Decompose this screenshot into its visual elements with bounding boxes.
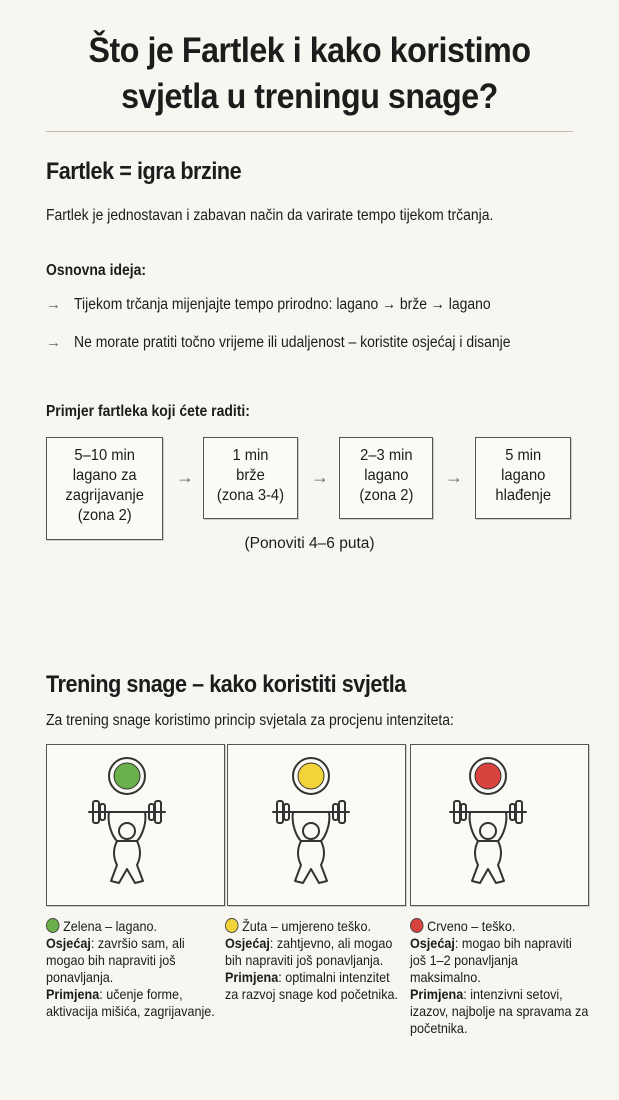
page-title-line-2: svjetla u treningu snage? xyxy=(121,77,498,116)
green-dot-icon xyxy=(46,918,60,933)
feel-text: : zahtjevno, ali mogao bih napraviti još ponavljanja. xyxy=(225,935,393,968)
use-text: : učenje forme, aktivacija mišića, zagrijavanje. xyxy=(46,986,215,1019)
divider xyxy=(46,131,573,132)
red-dot-icon xyxy=(410,918,424,933)
flow-arrow-icon: → xyxy=(176,467,194,487)
feel-text: : mogao bih napraviti još 1–2 ponavljanja maksimalno. xyxy=(410,935,572,985)
example-label: Primjer fartleka koji ćete raditi: xyxy=(46,403,250,420)
weightlifter-red-icon xyxy=(411,745,588,905)
use-label: Primjena xyxy=(46,986,100,1002)
strength-heading: Trening snage – kako koristiti svjetla xyxy=(46,671,406,698)
step-text: 2–3 min lagano (zona 2) xyxy=(358,447,413,504)
step-text: 5 min lagano hlađenje xyxy=(495,447,551,504)
light-name: Zelena – lagano. xyxy=(63,918,157,934)
use-label: Primjena xyxy=(410,986,464,1002)
yellow-dot-icon xyxy=(225,918,239,933)
fartlek-step-fast xyxy=(203,437,298,519)
feel-text: : završio sam, ali mogao bih napraviti još ponavljanja. xyxy=(46,935,185,985)
idea-bullet-text: Ne morate pratiti točno vrijeme ili udaljenost – koristite osjećaj i disanje xyxy=(74,334,511,351)
light-caption-green xyxy=(46,918,226,1020)
flow-arrow-icon: → xyxy=(311,467,329,487)
flow-arrow-icon: → xyxy=(445,467,463,487)
light-card-yellow xyxy=(227,744,406,906)
light-card-red xyxy=(410,744,589,906)
page-title xyxy=(25,28,594,120)
feel-label: Osjećaj xyxy=(225,935,270,951)
step-text: 5–10 min lagano za zagrijavanje (zona 2) xyxy=(65,447,144,524)
light-name: Žuta – umjereno teško. xyxy=(242,918,371,934)
step-text: 1 min brže (zona 3-4) xyxy=(216,447,285,504)
light-card-green xyxy=(46,744,225,906)
use-label: Primjena xyxy=(225,969,279,985)
light-caption-red xyxy=(410,918,590,1037)
use-text: : intenzivni setovi, izazov, najbolje na spravama za početnika. xyxy=(410,986,589,1036)
basic-idea-label: Osnovna ideja: xyxy=(46,262,147,279)
feel-label: Osjećaj xyxy=(410,935,455,951)
weightlifter-green-icon xyxy=(47,745,224,905)
strength-intro: Za trening snage koristimo princip svjetala za procjenu intenziteta: xyxy=(46,712,454,729)
fartlek-step-warmup xyxy=(46,437,163,540)
idea-bullet-text: Tijekom trčanja mijenjajte tempo prirodno: lagano → brže → lagano xyxy=(74,296,491,313)
light-caption-yellow xyxy=(225,918,401,1003)
feel-label: Osjećaj xyxy=(46,935,91,951)
use-text: : optimalni intenzitet za razvoj snage kod početnika. xyxy=(225,969,399,1002)
arrow-right-icon: → xyxy=(46,296,61,313)
page-title-line-1: Što je Fartlek i kako koristimo xyxy=(88,31,531,70)
fartlek-step-easy xyxy=(339,437,433,519)
arrow-right-icon: → xyxy=(46,334,61,351)
fartlek-intro: Fartlek je jednostavan i zabavan način da varirate tempo tijekom trčanja. xyxy=(46,207,494,224)
weightlifter-yellow-icon xyxy=(228,745,405,905)
repeat-note: (Ponoviti 4–6 puta) xyxy=(244,535,375,552)
fartlek-step-cooldown xyxy=(475,437,571,519)
light-name: Crveno – teško. xyxy=(427,918,516,934)
fartlek-heading: Fartlek = igra brzine xyxy=(46,158,242,185)
